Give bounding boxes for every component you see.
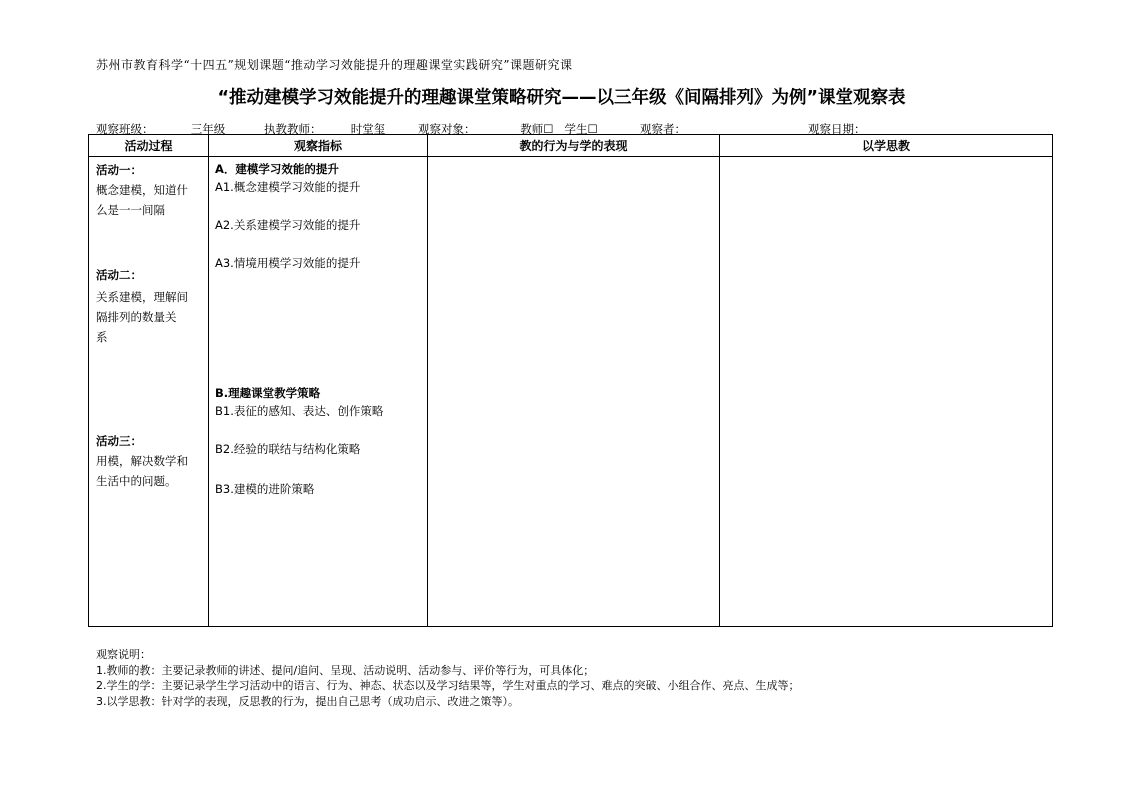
activity-2-line-3: 系 [96,330,108,344]
activity-1-line-1: 概念建模，知道什 [96,183,188,197]
reflection-cell[interactable] [720,157,1053,627]
notes-title: 观察说明： [96,648,151,661]
header-teaching-learning-performance: 教的行为与学的表现 [428,135,720,157]
date-label: 观察日期： [808,122,866,136]
observer-value [694,121,806,135]
object-value: 教师☐ 学生☐ [488,121,630,135]
observation-notes [96,647,800,709]
observation-table [88,134,1053,627]
table-header-row [89,135,1053,157]
object-label: 观察对象： [418,122,476,136]
header-observation-indicators: 观察指标 [209,135,428,157]
activity-3-line-1: 用模，解决数学和 [96,454,188,468]
activity-1-title: 活动一： [96,163,142,177]
teaching-learning-cell[interactable] [428,157,720,627]
indicator-a-title: A．建模学习效能的提升 [215,162,339,176]
indicators-column [209,157,428,627]
class-label: 观察班级： [96,122,154,136]
activity-3-line-2: 生活中的问题。 [96,474,177,488]
indicator-b1: B1.表征的感知、表达、创作策略 [215,404,384,418]
note-item-3: 3.以学思教：针对学的表现，反思教的行为，提出自己思考（成功启示、改进之策等）。 [96,694,519,708]
indicator-b3: B3.建模的进阶策略 [215,482,315,496]
observer-label: 观察者： [640,122,686,136]
page-title: “推动建模学习效能提升的理趣课堂策略研究——以三年级《间隔排列》为例”课堂观察表 [217,88,906,108]
note-item-1: 1.教师的教：主要记录教师的讲述、提问/追问、呈现、活动说明、活动参与、评价等行为，可具体化； [96,663,595,677]
teacher-label: 执教教师： [264,122,322,136]
note-item-2: 2.学生的学：主要记录学生学习活动中的语言、行为、神态、状态以及学习结果等，学生对重点的学习、难点的突破、小组合作、亮点、生成等； [96,679,800,692]
research-header-line: 苏州市教育科学“十四五”规划课题“推动学习效能提升的理趣课堂实践研究”课题研究课 [96,58,573,72]
date-value [874,121,968,135]
class-value: 三年级 [166,121,250,135]
indicator-b-title: B.理趣课堂教学策略 [215,386,321,400]
indicator-b2: B2.经验的联结与结构化策略 [215,442,361,456]
activity-column [89,157,209,627]
activity-2-line-1: 关系建模，理解间 [96,290,188,304]
indicator-a2: A2.关系建模学习效能的提升 [215,218,361,232]
activity-3-title: 活动三： [96,434,142,448]
header-activity-process: 活动过程 [89,135,209,157]
activity-2-title: 活动二： [96,268,142,282]
activity-1-line-2: 么是一一间隔 [96,203,165,217]
indicator-a3: A3.情境用模学习效能的提升 [215,256,361,270]
activity-2-line-2: 隔排列的数量关 [96,310,177,324]
indicator-a1: A1.概念建模学习效能的提升 [215,180,361,194]
table-body-row [89,157,1053,627]
header-reflection: 以学思教 [720,135,1053,157]
info-row [96,121,976,135]
teacher-value: 时堂玺 [332,121,404,135]
